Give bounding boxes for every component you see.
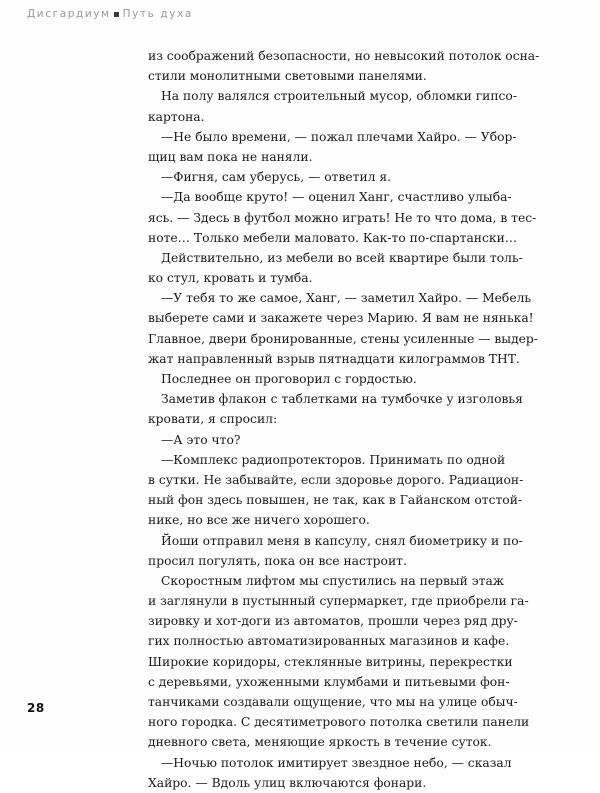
text-line: выберете сами и закажете через Марию. Я вам не нянька! xyxy=(148,311,534,326)
text-line: —Ночью потолок имитирует звездное небо, — сказал xyxy=(161,755,512,770)
text-line: в сутки. Не забывайте, если здоровье дорого. Радиацион- xyxy=(148,472,524,487)
text-line: —Комплекс радиопротекторов. Принимать по одной xyxy=(161,452,506,467)
text-line: дневного света, меняющие яркость в течение суток. xyxy=(148,735,492,750)
text-line: ный фон здесь повышен, не так, как в Гайанском отстой- xyxy=(148,493,523,508)
text-line: и заглянули в пустынный супермаркет, где приобрели га- xyxy=(148,594,529,609)
text-line: ноте… Только мебели маловато. Как-то по-спартански… xyxy=(148,230,518,245)
text-line: кровати, я спросил: xyxy=(148,412,278,427)
text-line: танчиками создавали ощущение, что мы на улице обыч- xyxy=(148,695,518,709)
header-separator-square xyxy=(114,12,119,17)
page-number: 28 xyxy=(27,701,45,715)
text-line: Заметив флакон с таблетками на тумбочке у изголовья xyxy=(161,392,523,407)
text-line: ясь. — Здесь в футбол можно играть! Не то что дома, в тес- xyxy=(148,210,537,225)
text-line: гих полностью автоматизированных магазинов и кафе. xyxy=(148,634,510,649)
text-line: Йоши отправил меня в капсулу, снял биометрику и по- xyxy=(161,533,523,548)
text-line: зировку и хот-доги из автоматов, прошли через ряд дру- xyxy=(148,614,518,629)
text-line: просил погулять, пока он все настроит. xyxy=(148,553,407,568)
book-title: Путь духа xyxy=(122,8,193,20)
text-line: —А это что? xyxy=(161,432,241,447)
text-line: —У тебя то же самое, Ханг, — заметил Хайро. — Мебель xyxy=(161,291,532,306)
text-line: Хайро. — Вдоль улиц включаются фонари. xyxy=(148,775,427,790)
text-line: щиц вам пока не наняли. xyxy=(148,149,313,164)
text-line: —Не было времени, — пожал плечами Хайро. — Убор- xyxy=(161,129,517,144)
text-line: Главное, двери бронированные, стены усиленные — выдер- xyxy=(148,331,538,346)
text-line: Скоростным лифтом мы спустились на первый этаж xyxy=(161,573,505,588)
series-title: Дисгардиум xyxy=(27,8,111,20)
text-line: —Фигня, сам уберусь, — ответил я. xyxy=(161,170,392,185)
text-line: с деревьями, ухоженными клумбами и питьевыми фон- xyxy=(148,674,510,689)
text-line: На полу валялся строительный мусор, обломки гипсо- xyxy=(161,89,517,104)
body-text xyxy=(148,46,540,793)
running-header xyxy=(27,8,193,20)
text-line: ко стул, кровать и тумба. xyxy=(148,271,313,286)
text-line: нике, но все же ничего хорошего. xyxy=(148,513,370,528)
text-line: ного городка. С десятиметрового потолка светили панели xyxy=(148,715,530,730)
text-line: стили монолитными световыми панелями. xyxy=(148,69,427,84)
text-line: Широкие коридоры, стеклянные витрины, перекрестки xyxy=(148,654,513,669)
text-line: жат направленный взрыв пятнадцати килограммов ТНТ. xyxy=(148,351,520,366)
text-line: —Да вообще круто! — оценил Ханг, счастливо улыба- xyxy=(161,190,512,205)
text-line: Последнее он проговорил с гордостью. xyxy=(161,372,417,386)
text-line: Действительно, из мебели во всей квартире были толь- xyxy=(161,250,523,265)
text-line: картона. xyxy=(148,109,205,124)
text-line: из соображений безопасности, но невысокий потолок осна- xyxy=(148,49,540,63)
